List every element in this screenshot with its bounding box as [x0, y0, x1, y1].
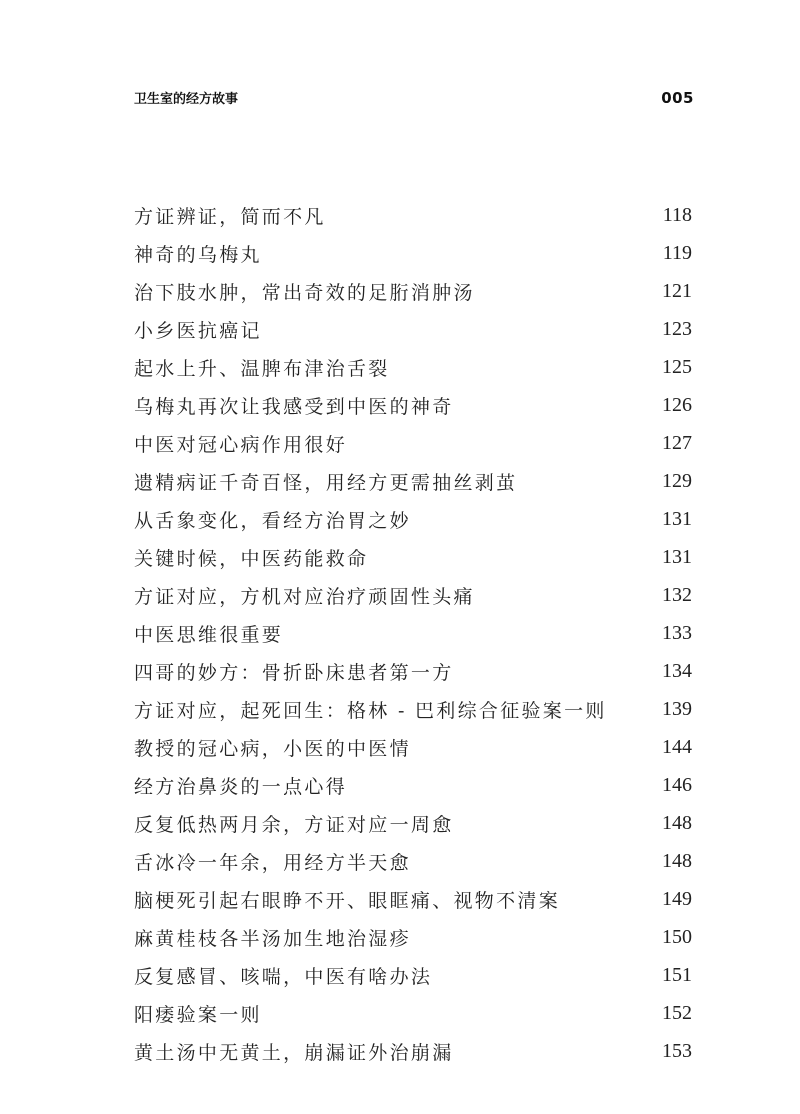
toc-entry-page: 132: [662, 583, 692, 606]
toc-entry-page: 153: [662, 1039, 692, 1062]
toc-entry-title: 从舌象变化，看经方治胃之妙: [134, 509, 411, 532]
toc-entry[interactable]: [134, 690, 692, 728]
toc-entry-page: 133: [662, 621, 692, 644]
toc-entry[interactable]: [134, 462, 692, 500]
toc-entry-title: 方证对应，起死回生：格林 - 巴利综合征验案一则: [134, 699, 607, 722]
toc-entry-title: 经方治鼻炎的一点心得: [134, 775, 348, 798]
toc-entry-page: 144: [662, 735, 692, 758]
toc-entry-title: 中医对冠心病作用很好: [134, 433, 348, 456]
toc-entry-title: 麻黄桂枝各半汤加生地治湿疹: [134, 927, 411, 950]
toc-entry[interactable]: [134, 538, 692, 576]
toc-entry-title: 中医思维很重要: [134, 623, 284, 646]
toc-entry-title: 方证辨证，简而不凡: [134, 205, 326, 228]
toc-entry-page: 118: [662, 203, 692, 226]
toc-entry-title: 乌梅丸再次让我感受到中医的神奇: [134, 395, 454, 418]
toc-entry-page: 126: [662, 393, 692, 416]
toc-entry-title: 脑梗死引起右眼睁不开、眼眶痛、视物不清案: [134, 889, 561, 912]
toc-entry-page: 151: [662, 963, 692, 986]
toc-entry-page: 119: [662, 241, 692, 264]
toc-entry-title: 神奇的乌梅丸: [134, 243, 262, 266]
toc-entry-page: 129: [662, 469, 692, 492]
toc-entry-page: 121: [662, 279, 692, 302]
toc-entry-page: 146: [662, 773, 692, 796]
toc-entry-title: 方证对应，方机对应治疗顽固性头痛: [134, 585, 475, 608]
toc-entry-title: 四哥的妙方：骨折卧床患者第一方: [134, 661, 454, 684]
toc-entry-page: 134: [662, 659, 692, 682]
toc-entry-page: 150: [662, 925, 692, 948]
toc-entry-page: 148: [662, 811, 692, 834]
toc-entry[interactable]: [134, 1032, 692, 1070]
toc-entry[interactable]: [134, 576, 692, 614]
toc-entry-title: 舌冰冷一年余，用经方半天愈: [134, 851, 411, 874]
toc-entry-title: 反复感冒、咳喘，中医有啥办法: [134, 965, 433, 988]
toc-entry-title: 教授的冠心病，小医的中医情: [134, 737, 411, 760]
toc-entry-title: 阳痿验案一则: [134, 1003, 262, 1026]
toc-entry[interactable]: [134, 880, 692, 918]
toc-entry[interactable]: [134, 500, 692, 538]
toc-entry-page: 123: [662, 317, 692, 340]
toc-entry-page: 152: [662, 1001, 692, 1024]
running-header: [134, 88, 694, 107]
toc-entry-title: 治下肢水肿，常出奇效的足胻消肿汤: [134, 281, 475, 304]
toc-entry[interactable]: [134, 386, 692, 424]
toc-entry-page: 131: [662, 545, 692, 568]
toc-entry[interactable]: [134, 652, 692, 690]
toc-entry-title: 反复低热两月余，方证对应一周愈: [134, 813, 454, 836]
toc-entry[interactable]: [134, 918, 692, 956]
toc-entry-page: 139: [662, 697, 692, 720]
book-title: 卫生室的经方故事: [134, 92, 239, 107]
toc-entry[interactable]: [134, 956, 692, 994]
toc-entry-page: 125: [662, 355, 692, 378]
toc-entry-title: 黄土汤中无黄土，崩漏证外治崩漏: [134, 1041, 454, 1064]
toc-entry[interactable]: [134, 614, 692, 652]
page-number: 005: [661, 89, 694, 107]
toc-entry-page: 148: [662, 849, 692, 872]
toc-entry-title: 遗精病证千奇百怪，用经方更需抽丝剥茧: [134, 471, 518, 494]
toc-entry[interactable]: [134, 994, 692, 1032]
toc-entry-page: 127: [662, 431, 692, 454]
toc-entry[interactable]: [134, 196, 692, 234]
toc-entry[interactable]: [134, 272, 692, 310]
toc-entry[interactable]: [134, 842, 692, 880]
toc-entry[interactable]: [134, 348, 692, 386]
toc-entry-page: 131: [662, 507, 692, 530]
toc-entry[interactable]: [134, 310, 692, 348]
toc-entry-title: 小乡医抗癌记: [134, 319, 262, 342]
toc-entry[interactable]: [134, 234, 692, 272]
toc-entry-page: 149: [662, 887, 692, 910]
toc-entry[interactable]: [134, 424, 692, 462]
toc-entry[interactable]: [134, 804, 692, 842]
toc-entry-title: 起水上升、温脾布津治舌裂: [134, 357, 390, 380]
toc-entry[interactable]: [134, 766, 692, 804]
toc-entry-title: 关键时候，中医药能救命: [134, 547, 369, 570]
toc-entry[interactable]: [134, 728, 692, 766]
table-of-contents: [134, 196, 692, 1070]
